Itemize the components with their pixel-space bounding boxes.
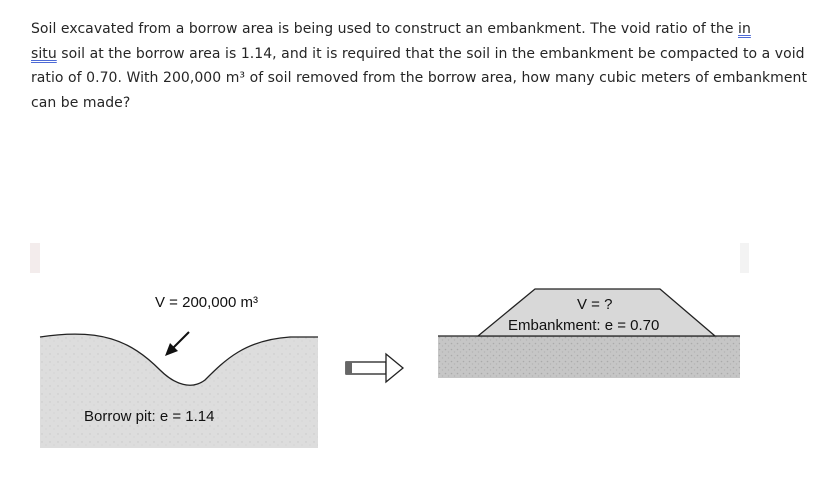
borrow-volume-label: V = 200,000 m³ <box>155 294 258 311</box>
embankment-volume-label: V = ? <box>577 296 613 313</box>
problem-text-part2: soil at the borrow area is 1.14, and it is required that the soil in the embankment be compacted to a void ratio of 0.70. With 200,000 m³ of soil removed from the borrow area, how many cubic meters of embankment can be made? <box>31 45 807 111</box>
left-edge-mark <box>30 243 40 273</box>
borrow-pit-ground <box>40 334 318 448</box>
transition-arrow <box>346 354 403 382</box>
embankment-ground <box>438 336 740 378</box>
borrow-pit-label: Borrow pit: e = 1.14 <box>84 408 215 425</box>
arrow-head <box>386 354 403 382</box>
right-edge-mark <box>740 243 749 273</box>
in-situ-word-in: in <box>738 21 751 37</box>
problem-text-part1: Soil excavated from a borrow area is being used to construct an embankment. The void ratio of the <box>31 21 738 37</box>
in-situ-word-situ: situ <box>31 45 57 62</box>
arrow-tail-shade <box>346 362 352 374</box>
embankment-label: Embankment: e = 0.70 <box>508 317 660 334</box>
